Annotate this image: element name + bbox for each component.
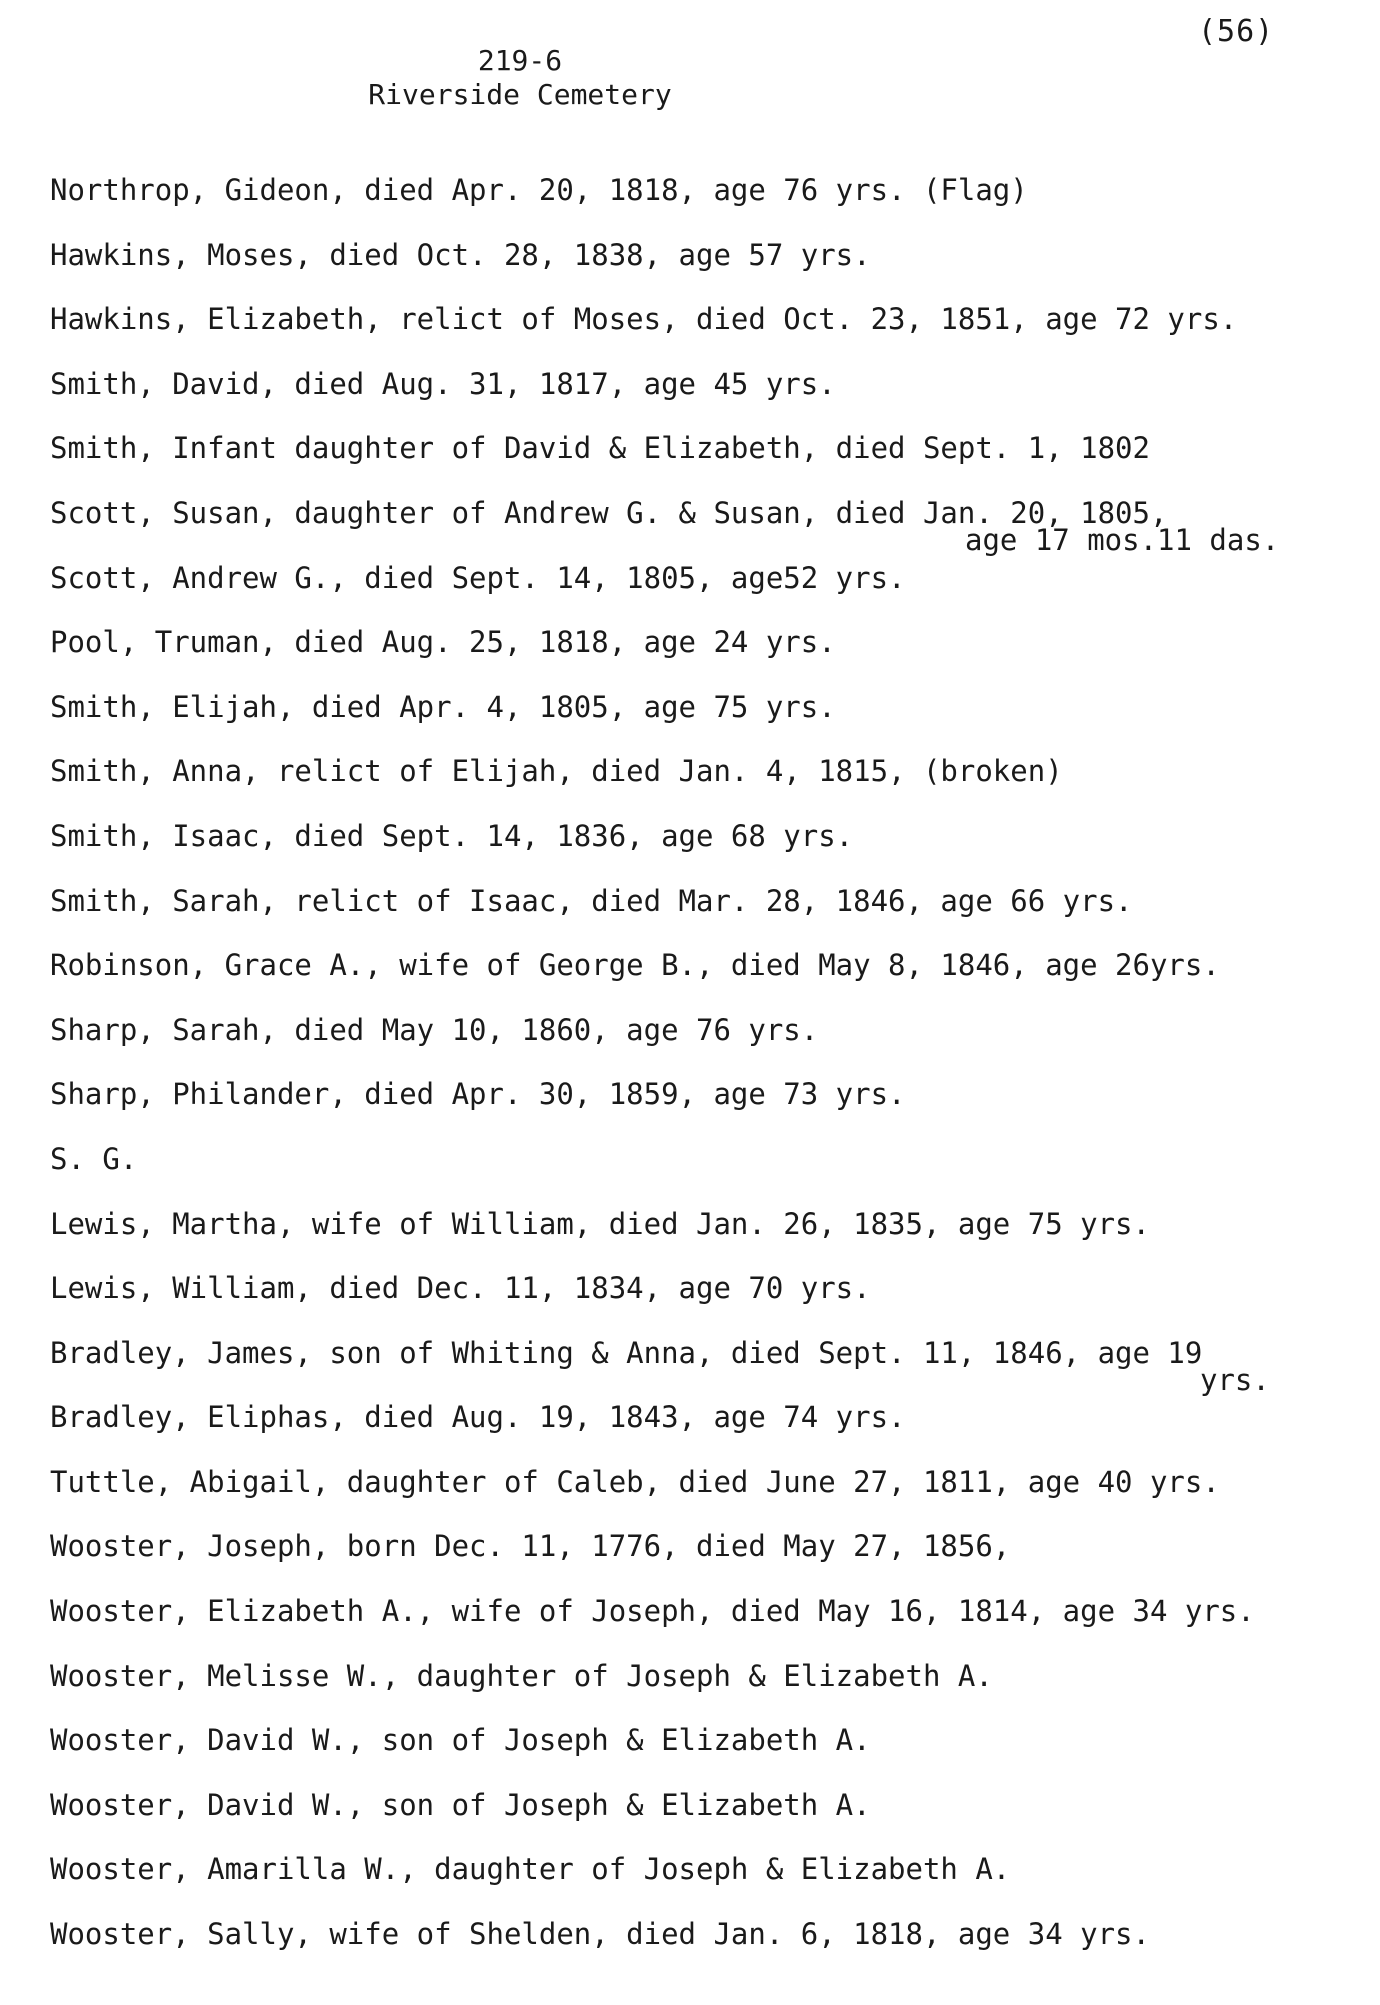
burial-entry — [50, 1462, 1370, 1527]
entry-text: Pool, Truman, died Aug. 25, 1818, age 24 yrs. — [50, 625, 836, 660]
entry-text: Wooster, Sally, wife of Shelden, died Jan. 6, 1818, age 34 yrs. — [50, 1917, 1150, 1952]
burial-entry — [50, 881, 1370, 946]
entry-text: Wooster, Amarilla W., daughter of Joseph & Elizabeth A. — [50, 1852, 1011, 1887]
entry-text: Scott, Susan, daughter of Andrew G. & Susan, died Jan. 20, 1805, — [50, 495, 1168, 530]
entry-text: Sharp, Sarah, died May 10, 1860, age 76 yrs. — [50, 1012, 819, 1047]
burial-entry — [50, 1333, 1370, 1398]
burial-entry — [50, 1785, 1370, 1850]
entry-text: Smith, Infant daughter of David & Elizabeth, died Sept. 1, 1802 — [50, 431, 1150, 466]
entry-text: S. G. — [50, 1141, 138, 1176]
burial-entry — [50, 1268, 1370, 1333]
entry-text: Scott, Andrew G., died Sept. 14, 1805, age52 yrs. — [50, 560, 906, 595]
entry-text: Hawkins, Elizabeth, relict of Moses, died Oct. 23, 1851, age 72 yrs. — [50, 302, 1238, 337]
burial-entry — [50, 299, 1370, 364]
entry-text: Sharp, Philander, died Apr. 30, 1859, age 73 yrs. — [50, 1077, 906, 1112]
entry-text: Wooster, Melisse W., daughter of Joseph & Elizabeth A. — [50, 1658, 993, 1693]
burial-entry — [50, 945, 1370, 1010]
burial-entry — [50, 364, 1370, 429]
entry-text: Smith, Sarah, relict of Isaac, died Mar. 28, 1846, age 66 yrs. — [50, 883, 1133, 918]
burial-entry — [50, 1139, 1370, 1204]
entry-continuation: yrs. — [1200, 1362, 1270, 1397]
burial-entry — [50, 1591, 1370, 1656]
entry-text: Lewis, Martha, wife of William, died Jan. 26, 1835, age 75 yrs. — [50, 1206, 1150, 1241]
burial-entry — [50, 1397, 1370, 1462]
entry-text: Smith, Isaac, died Sept. 14, 1836, age 68 yrs. — [50, 818, 854, 853]
entry-text: Northrop, Gideon, died Apr. 20, 1818, age 76 yrs. (Flag) — [50, 173, 1028, 207]
entry-text: Smith, Anna, relict of Elijah, died Jan. 4, 1815, (broken) — [50, 754, 1063, 789]
burial-entry — [50, 816, 1370, 881]
entry-text: Tuttle, Abigail, daughter of Caleb, died June 27, 1811, age 40 yrs. — [50, 1464, 1220, 1499]
burial-entry — [50, 428, 1370, 493]
entry-text: Wooster, Elizabeth A., wife of Joseph, died May 16, 1814, age 34 yrs. — [50, 1594, 1255, 1629]
burial-entry — [50, 235, 1370, 300]
burial-entry — [50, 1849, 1370, 1914]
entry-text: Bradley, James, son of Whiting & Anna, died Sept. 11, 1846, age 19 — [50, 1335, 1203, 1370]
burial-entry — [50, 1204, 1370, 1269]
entry-text: Lewis, William, died Dec. 11, 1834, age 70 yrs. — [50, 1271, 871, 1306]
entry-continuation: age 17 mos.11 das. — [965, 522, 1280, 557]
burial-entry — [50, 1526, 1370, 1591]
page-header — [0, 44, 1040, 112]
burial-entry — [50, 493, 1370, 558]
entry-text: Wooster, David W., son of Joseph & Elizabeth A. — [50, 1787, 871, 1822]
cemetery-title: Riverside Cemetery — [368, 78, 672, 111]
entry-text: Bradley, Eliphas, died Aug. 19, 1843, age 74 yrs. — [50, 1400, 906, 1435]
entry-text: Robinson, Grace A., wife of George B., died May 8, 1846, age 26yrs. — [50, 948, 1220, 983]
entry-text: Wooster, David W., son of Joseph & Elizabeth A. — [50, 1723, 871, 1758]
record-code: 219-6 — [477, 44, 563, 77]
burial-entry — [50, 1074, 1370, 1139]
burial-entry — [50, 1914, 1370, 1979]
burial-list — [50, 170, 1370, 1979]
entry-text: Wooster, Joseph, born Dec. 11, 1776, died May 27, 1856, — [50, 1529, 1011, 1564]
burial-entry — [50, 558, 1370, 623]
burial-entry — [50, 687, 1370, 752]
entry-text: Smith, David, died Aug. 31, 1817, age 45 yrs. — [50, 366, 836, 401]
entry-text: Smith, Elijah, died Apr. 4, 1805, age 75 yrs. — [50, 689, 836, 724]
page-number: (56) — [1198, 14, 1275, 49]
burial-entry — [50, 1720, 1370, 1785]
burial-entry — [50, 170, 1370, 235]
burial-entry — [50, 1656, 1370, 1721]
burial-entry — [50, 622, 1370, 687]
burial-entry — [50, 751, 1370, 816]
entry-text: Hawkins, Moses, died Oct. 28, 1838, age 57 yrs. — [50, 237, 871, 272]
burial-entry — [50, 1010, 1370, 1075]
